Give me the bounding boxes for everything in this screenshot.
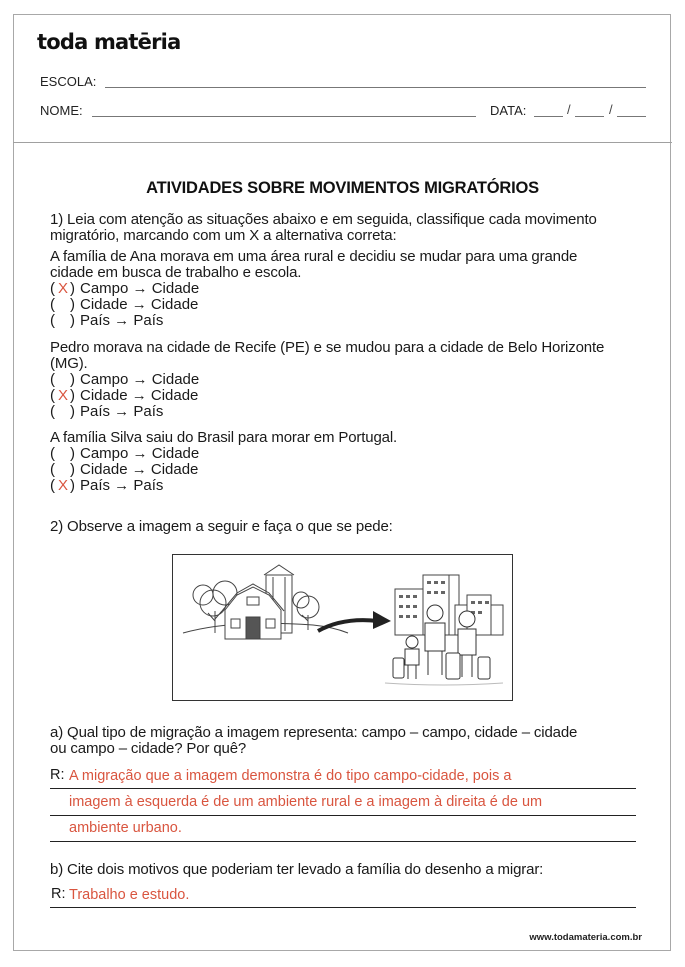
- q2a-question: a) Qual tipo de migração a imagem representa: campo – campo, cidade – cidade: [50, 724, 578, 741]
- header-divider: [13, 142, 672, 143]
- option-label: Campo → Cidade: [80, 280, 200, 297]
- answer-text[interactable]: imagem à esquerda é de um ambiente rural e a imagem à direita é de um: [69, 794, 543, 810]
- date-day-field[interactable]: [534, 116, 563, 117]
- x-mark: X: [58, 280, 69, 297]
- option-label: Campo → Cidade: [80, 445, 200, 462]
- option-checkbox[interactable]: ( X ) Campo → Cidade: [50, 280, 200, 297]
- date-month-field[interactable]: [575, 116, 604, 117]
- option-checkbox[interactable]: ( ) Cidade → Cidade: [50, 296, 199, 313]
- footer-url[interactable]: www.todamateria.com.br: [529, 932, 642, 943]
- option-label: País → País: [80, 477, 164, 494]
- city-buildings-icon: [395, 575, 503, 635]
- situation-1-text: cidade em busca de trabalho e escola.: [50, 264, 302, 281]
- situation-2-text: Pedro morava na cidade de Recife (PE) e se mudou para a cidade de Belo Horizonte: [50, 339, 605, 356]
- suitcase-icon: [446, 653, 460, 679]
- date-label: DATA:: [490, 103, 527, 118]
- answer-line: [50, 788, 636, 789]
- date-separator: /: [567, 102, 571, 117]
- barn-icon: [222, 584, 284, 639]
- x-mark: X: [58, 387, 69, 404]
- option-label: Cidade → Cidade: [80, 461, 199, 478]
- name-field[interactable]: [92, 116, 476, 117]
- date-year-field[interactable]: [617, 116, 646, 117]
- answer-label: R:: [51, 886, 66, 902]
- option-checkbox[interactable]: ( ) País → País: [50, 312, 164, 329]
- option-checkbox[interactable]: ( ) Campo → Cidade: [50, 445, 200, 462]
- x-mark: X: [58, 477, 69, 494]
- answer-line: [50, 815, 636, 816]
- option-label: País → País: [80, 403, 164, 420]
- option-checkbox[interactable]: ( ) Campo → Cidade: [50, 371, 200, 388]
- arrow-right-icon: [318, 611, 391, 631]
- answer-text[interactable]: A migração que a imagem demonstra é do tipo campo-cidade, pois a: [69, 768, 512, 784]
- option-checkbox[interactable]: ( X ) Cidade → Cidade: [50, 387, 199, 404]
- date-separator: /: [609, 102, 613, 117]
- situation-1-text: A família de Ana morava em uma área rural e decidiu se mudar para uma grande: [50, 248, 578, 265]
- migration-illustration: [172, 554, 513, 701]
- option-label: Cidade → Cidade: [80, 387, 199, 404]
- situation-2-text: (MG).: [50, 355, 88, 372]
- page-title: ATIVIDADES SOBRE MOVIMENTOS MIGRATÓRIOS: [146, 179, 539, 197]
- answer-text[interactable]: Trabalho e estudo.: [69, 887, 190, 903]
- q1-prompt: 1) Leia com atenção as situações abaixo e em seguida, classifique cada movimento: [50, 211, 597, 228]
- q1-prompt: migratório, marcando com um X a alternativa correta:: [50, 227, 397, 244]
- situation-3-text: A família Silva saiu do Brasil para morar em Portugal.: [50, 429, 398, 446]
- school-label: ESCOLA:: [40, 74, 97, 89]
- answer-line: [50, 907, 636, 908]
- school-field[interactable]: [105, 87, 646, 88]
- q2b-question: b) Cite dois motivos que poderiam ter levado a família do desenho a migrar:: [50, 861, 544, 878]
- suitcase-icon: [478, 657, 490, 679]
- name-label: NOME:: [40, 103, 83, 118]
- q2-prompt: 2) Observe a imagem a seguir e faça o que se pede:: [50, 518, 393, 535]
- suitcase-icon: [393, 658, 404, 678]
- option-checkbox[interactable]: ( ) País → País: [50, 403, 164, 420]
- q2a-question: ou campo – cidade? Por quê?: [50, 740, 247, 757]
- option-label: País → País: [80, 312, 164, 329]
- answer-line: [50, 841, 636, 842]
- option-checkbox[interactable]: ( X ) País → País: [50, 477, 164, 494]
- option-label: Campo → Cidade: [80, 371, 200, 388]
- option-label: Cidade → Cidade: [80, 296, 199, 313]
- answer-text[interactable]: ambiente urbano.: [69, 820, 182, 836]
- option-checkbox[interactable]: ( ) Cidade → Cidade: [50, 461, 199, 478]
- logo: toda matēria: [37, 30, 181, 54]
- answer-label: R:: [50, 767, 65, 783]
